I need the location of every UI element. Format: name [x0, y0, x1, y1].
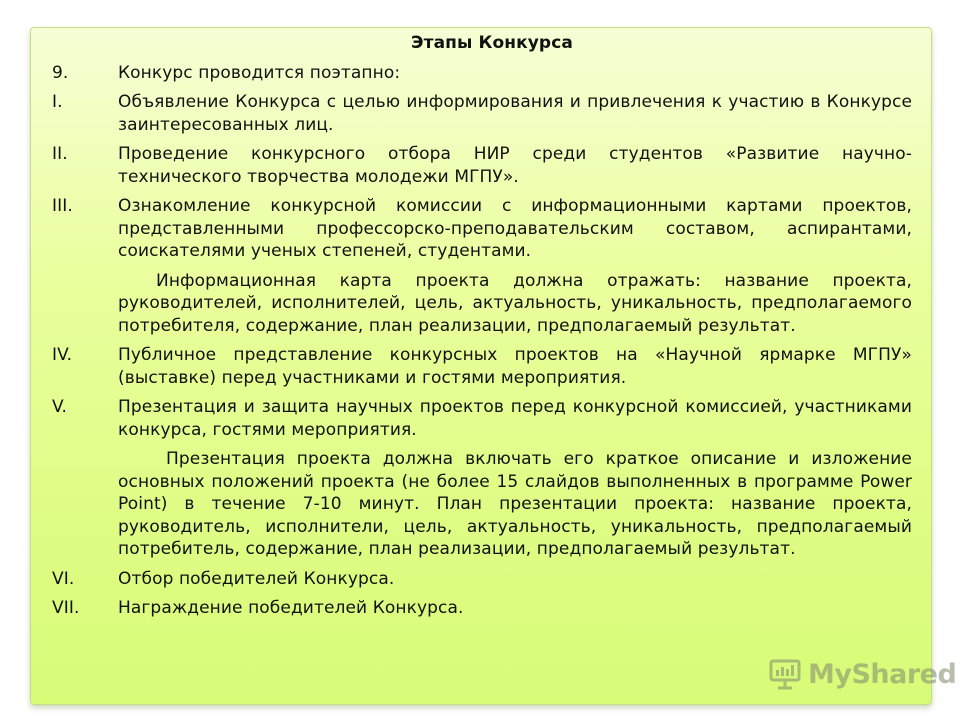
item-text: Ознакомление конкурсной комиссии с информационными картами проектов, представленными профессорско-преподавательским составом, аспирантами, соискателями ученых степеней, студентами. [118, 196, 912, 261]
list-item [52, 62, 912, 85]
item-number: VI. [52, 568, 75, 589]
watermark-text: MyShared [808, 658, 957, 690]
item-text: Публичное представление конкурсных проектов на «Научной ярмарке МГПУ» (выставке) перед участниками и гостями мероприятия. [118, 345, 912, 388]
item-number: V. [52, 397, 68, 417]
list-item [52, 143, 912, 188]
presentation-paragraph: Презентация проекта должна включать его краткое описание и изложение основных положений проекта (не более 15 слайдов выполненных в программе Power Point) в течение 7-10 минут. План презентации проекта: название проекта, руководитель, исполнители, цель, актуальность, уникальность, предполагаемый потребитель, содержание, план реализации, предполагаемый результат. [118, 449, 912, 559]
list-item [52, 195, 912, 263]
list-item [52, 344, 912, 389]
item-text: Презентация и защита научных проектов перед конкурсной комиссией, участниками конкурса, гостями мероприятия. [118, 397, 912, 440]
item-text: Объявление Конкурса с целью информирования и привлечения к участию в Конкурсе заинтересованных лиц. [118, 92, 912, 135]
item-text: Награждение победителей Конкурса. [118, 598, 464, 618]
list-item [52, 396, 912, 441]
item-number: VII. [52, 598, 80, 618]
item-number: II. [52, 144, 68, 164]
item-text: Проведение конкурсного отбора НИР среди студентов «Развитие научно-технического творчества молодежи МГПУ». [118, 144, 912, 187]
list-item [52, 91, 912, 136]
item-number: IV. [52, 345, 73, 365]
item-text: Отбор победителей Конкурса. [118, 568, 395, 589]
item-number: III. [52, 196, 73, 216]
item-number: I. [52, 92, 63, 112]
list-item [52, 568, 912, 591]
list-item [52, 597, 912, 620]
presentation-board-icon [768, 657, 802, 691]
info-card-paragraph: Информационная карта проекта должна отражать: название проекта, руководителей, исполнителей, цель, актуальность, уникальность, предполагаемого потребителя, содержание, план реализации, предполагаемый результат. [118, 270, 912, 336]
slide-content [52, 32, 912, 627]
slide-title: Этапы Конкурса [411, 33, 573, 53]
item-number: 9. [52, 62, 69, 83]
item-text: Конкурс проводится поэтапно: [118, 62, 401, 83]
watermark-logo [768, 656, 956, 692]
